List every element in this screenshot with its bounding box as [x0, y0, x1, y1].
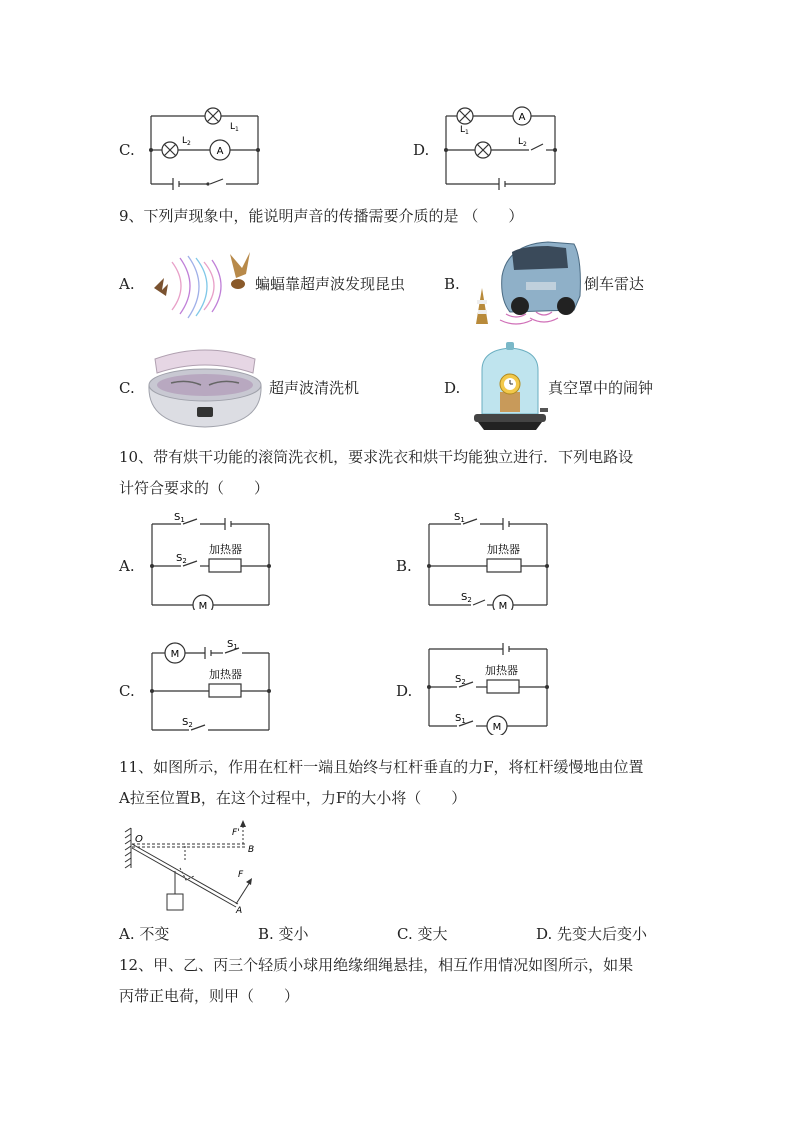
- q11-option-a: A. 不变: [119, 925, 170, 943]
- q10-option-b-circuit: [425, 508, 553, 610]
- q9-stem: 9、下列声现象中，能说明声音的传播需要介质的是 （ ）: [119, 207, 524, 225]
- lamp-l2-label: $L_2$: [182, 136, 191, 147]
- q11-option-c: C. 变大: [397, 925, 448, 943]
- q11-stem-line2: A拉至位置B，在这个过程中，力F的大小将（ ）: [119, 789, 467, 807]
- q8-option-c-circuit: [148, 98, 263, 193]
- q12-stem-line2: 丙带正电荷，则甲（ ）: [119, 987, 300, 1005]
- q10-option-c-key: C.: [119, 682, 135, 700]
- heater-label: 加热器: [487, 543, 520, 556]
- pivot-o-label: O: [135, 834, 143, 845]
- q9-option-a-text: 蝙蝠靠超声波发现昆虫: [255, 275, 406, 293]
- q11-lever-figure: [122, 818, 262, 914]
- bat-ultrasound-icon: [150, 248, 255, 326]
- motor-label: M: [498, 601, 508, 610]
- switch-s2-label: $S_2$: [176, 553, 187, 565]
- ammeter-label: A: [518, 112, 526, 123]
- q9-option-c-text: 超声波清洗机: [269, 379, 360, 397]
- switch-s2-label: $S_2$: [182, 717, 193, 729]
- q10-stem-line2: 计符合要求的（ ）: [119, 479, 270, 497]
- lamp-l1-label: $L_1$: [230, 122, 239, 133]
- q9-option-b-key: B.: [444, 275, 460, 293]
- q9-option-b-text: 倒车雷达: [584, 275, 645, 293]
- q9-option-a-key: A.: [119, 275, 135, 293]
- q10-option-b-key: B.: [396, 557, 412, 575]
- point-b-label: B: [248, 845, 255, 855]
- q9-option-c-key: C.: [119, 379, 135, 397]
- car-radar-icon: [470, 238, 582, 330]
- motor-label: M: [170, 649, 180, 660]
- q10-stem-line1: 10、带有烘干功能的滚筒洗衣机，要求洗衣和烘干均能独立进行．下列电路设: [119, 448, 634, 466]
- q8-option-c-label: C.: [119, 141, 135, 159]
- switch-s2-label: $S_2$: [455, 674, 466, 686]
- q10-option-d-key: D.: [396, 682, 413, 700]
- q8-option-d-circuit: [443, 98, 561, 193]
- q10-option-a-key: A.: [119, 557, 135, 575]
- heater-label: 加热器: [485, 664, 518, 677]
- q11-option-b: B. 变小: [258, 925, 309, 943]
- q8-option-d-label: D.: [413, 141, 430, 159]
- heater-label: 加热器: [209, 543, 242, 556]
- switch-s1-label: $S_1$: [454, 512, 465, 524]
- point-a-label: A: [236, 906, 243, 914]
- ultrasonic-cleaner-icon: [143, 345, 268, 430]
- q12-stem-line1: 12、甲、乙、丙三个轻质小球用绝缘细绳悬挂，相互作用情况如图所示，如果: [119, 956, 634, 974]
- switch-s1-label: $S_1$: [174, 512, 185, 524]
- motor-label: M: [492, 722, 502, 733]
- bell-jar-clock-icon: [470, 340, 550, 432]
- q11-stem-line1: 11、如图所示，作用在杠杆一端且始终与杠杆垂直的力F，将杠杆缓慢地由位置: [119, 758, 644, 776]
- q11-option-d: D. 先变大后变小: [536, 925, 648, 943]
- q10-option-a-circuit: [145, 508, 275, 610]
- lamp-l2-label: $L_2$: [518, 137, 527, 148]
- lamp-l1-label: $L_1$: [460, 125, 469, 136]
- switch-s2-label: $S_2$: [461, 592, 472, 604]
- heater-label: 加热器: [209, 668, 242, 681]
- q10-option-c-circuit: [145, 633, 275, 735]
- force-f-prime-label: F': [232, 828, 240, 838]
- q10-option-d-circuit: [425, 633, 553, 735]
- force-f-label: F: [238, 870, 244, 880]
- q9-option-d-text: 真空罩中的闹钟: [548, 379, 654, 397]
- switch-s1-label: $S_1$: [227, 639, 238, 651]
- switch-s1-label: $S_1$: [455, 713, 466, 725]
- ammeter-label: A: [216, 146, 224, 157]
- motor-label: M: [198, 601, 208, 610]
- q9-option-d-key: D.: [444, 379, 461, 397]
